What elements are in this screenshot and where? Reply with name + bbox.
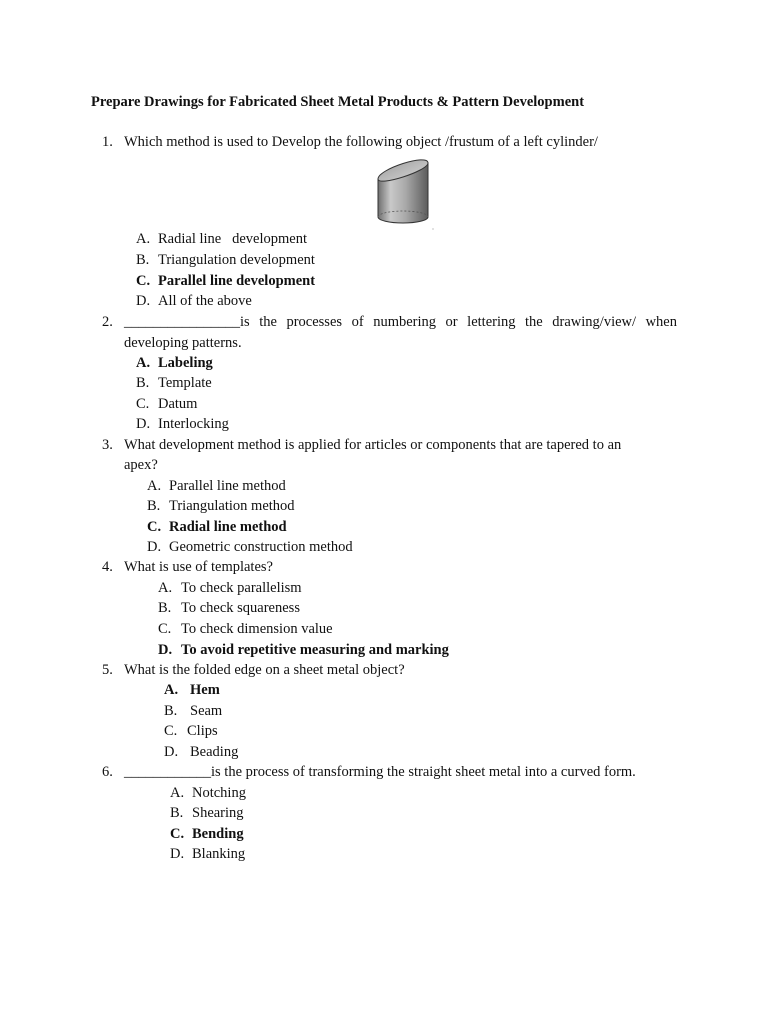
option-text: Shearing: [192, 805, 244, 821]
oblique-frustum-cylinder-icon: [374, 157, 436, 231]
question-text-continued: apex?: [124, 457, 158, 473]
option-4d-correct: [158, 642, 449, 659]
option-6b: [170, 805, 244, 822]
option-4a: [158, 580, 302, 597]
option-6d: [170, 846, 245, 863]
option-3b: [147, 498, 295, 515]
question-text: What is the folded edge on a sheet metal object?: [124, 662, 405, 678]
option-3d: [147, 539, 353, 556]
word: processes: [286, 314, 343, 330]
option-letter: A.: [136, 355, 151, 371]
word: the: [525, 314, 543, 330]
option-text: Template: [158, 375, 212, 391]
option-text: Datum: [158, 396, 198, 412]
word: lettering: [467, 314, 516, 330]
option-4b: [158, 600, 300, 617]
question-text: [124, 314, 677, 331]
question-number: 1.: [102, 134, 113, 150]
option-text: Triangulation method: [169, 498, 295, 514]
option-2a-correct: [136, 355, 213, 372]
option-3c-correct: [147, 519, 287, 536]
option-letter: C.: [170, 826, 185, 842]
word: or: [445, 314, 458, 330]
option-letter: C.: [158, 621, 172, 637]
option-5b: [164, 703, 222, 720]
question-number: 5.: [102, 662, 113, 678]
question-number: 3.: [102, 437, 113, 453]
option-5d: [164, 744, 238, 761]
question-text: What is use of templates?: [124, 559, 273, 575]
option-text: All of the above: [158, 293, 252, 309]
option-text: To check dimension value: [181, 621, 333, 637]
word: when: [645, 314, 677, 330]
option-letter: D.: [136, 416, 151, 432]
question-text: What development method is applied for articles or components that are tapered to an: [124, 437, 622, 453]
question-number: 4.: [102, 559, 113, 575]
option-text: Geometric construction method: [169, 539, 353, 555]
word: ________________is: [124, 314, 250, 330]
option-text: Beading: [190, 744, 239, 760]
option-text: To check parallelism: [181, 580, 302, 596]
option-text: Interlocking: [158, 416, 229, 432]
option-letter: C.: [147, 519, 162, 535]
option-letter: D.: [147, 539, 162, 555]
word: numbering: [373, 314, 437, 330]
option-1d: [136, 293, 252, 310]
option-text: Hem: [190, 682, 220, 698]
option-letter: B.: [164, 703, 178, 719]
option-letter: A.: [164, 682, 179, 698]
question-number: 2.: [102, 314, 113, 330]
option-text: Clips: [187, 723, 218, 739]
option-text: To avoid repetitive measuring and marking: [181, 642, 449, 658]
option-1b: [136, 252, 315, 269]
option-letter: A.: [158, 580, 173, 596]
option-text: Radial line method: [169, 519, 287, 535]
option-letter: B.: [147, 498, 161, 514]
option-text: Parallel line development: [158, 273, 316, 289]
option-text: Bending: [192, 826, 244, 842]
option-2d: [136, 416, 229, 433]
question-text: ____________is the process of transforming the straight sheet metal into a curved form.: [124, 764, 636, 780]
option-text: Notching: [192, 785, 246, 801]
option-4c: [158, 621, 333, 638]
word: drawing/view/: [552, 314, 637, 330]
option-1c-correct: [136, 273, 315, 290]
option-text: Parallel line method: [169, 478, 286, 494]
option-letter: B.: [136, 375, 150, 391]
word: the: [259, 314, 277, 330]
option-letter: D.: [136, 293, 151, 309]
option-3a: [147, 478, 286, 495]
option-letter: D.: [158, 642, 173, 658]
option-text: Radial line development: [158, 231, 307, 247]
option-2b: [136, 375, 212, 392]
option-5a-correct: [164, 682, 220, 699]
option-letter: D.: [170, 846, 185, 862]
option-letter: A.: [136, 231, 151, 247]
option-letter: A.: [170, 785, 185, 801]
question-text: Which method is used to Develop the following object /frustum of a left cylinder/: [124, 134, 598, 150]
option-letter: B.: [136, 252, 150, 268]
option-text: To check squareness: [181, 600, 300, 616]
option-5c: [164, 723, 218, 740]
option-letter: B.: [158, 600, 172, 616]
option-letter: D.: [164, 744, 179, 760]
option-letter: C.: [164, 723, 178, 739]
option-letter: B.: [170, 805, 184, 821]
option-1a: [136, 231, 307, 248]
question-number: 6.: [102, 764, 113, 780]
option-6a: [170, 785, 246, 802]
option-6c-correct: [170, 826, 244, 843]
option-letter: C.: [136, 396, 150, 412]
question-text-continued: developing patterns.: [124, 335, 242, 351]
option-text: Triangulation development: [158, 252, 315, 268]
option-2c: [136, 396, 197, 413]
option-letter: A.: [147, 478, 162, 494]
document-title: Prepare Drawings for Fabricated Sheet Metal Products & Pattern Development: [91, 94, 585, 110]
option-text: Seam: [190, 703, 223, 719]
option-text: Blanking: [192, 846, 246, 862]
option-letter: C.: [136, 273, 151, 289]
option-text: Labeling: [158, 355, 213, 371]
word: of: [351, 314, 364, 330]
